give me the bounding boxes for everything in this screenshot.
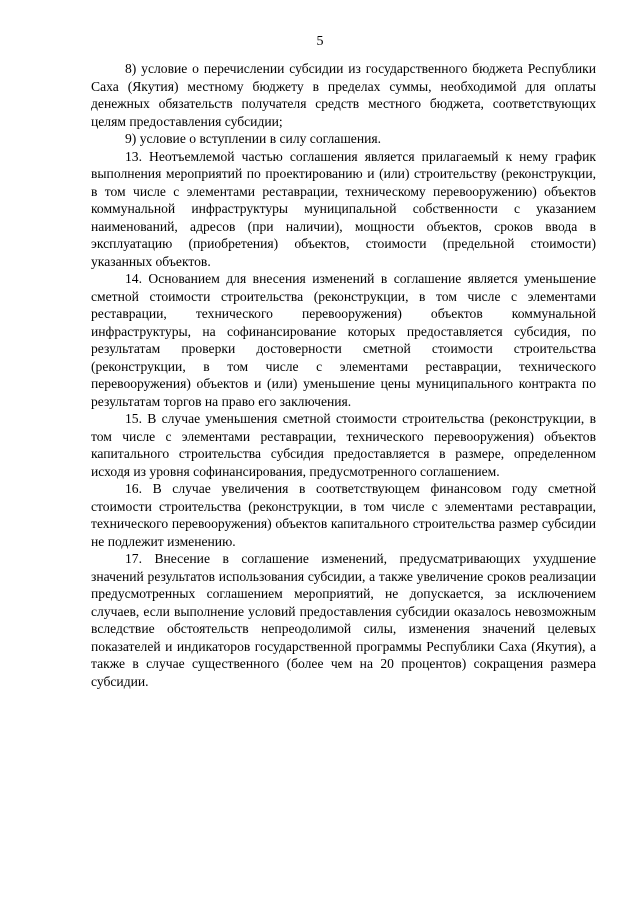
paragraph-item-9: 9) условие о вступлении в силу соглашения. xyxy=(125,131,382,146)
document-body xyxy=(91,60,596,690)
paragraph-item-8: 8) условие о перечислении субсидии из государственного бюджета Республики Саха (Якутия) местному бюджету в пределах суммы, необходимой для оплаты денежных обязательств получателя средств местного бюджета, соответствующих целям предоставления субсидии; xyxy=(91,61,596,129)
paragraph-clause-16: 16. В случае увеличения в соответствующем финансовом году сметной стоимости строительства (реконструкции, в том числе с элементами реставрации, технического перевооружения) объектов капитального строительства размер субсидии не подлежит изменению. xyxy=(91,481,596,549)
paragraph-clause-13: 13. Неотъемлемой частью соглашения является прилагаемый к нему график выполнения мероприятий по проектированию и (или) строительству (реконструкции, в том числе с элементами реставрации, техническому перевооружению) объектов коммунальной инфраструктуры муниципальной собственности с указанием наименований, адресов (при наличии), мощности объектов, сроков ввода в эксплуатацию (приобретения) объектов, стоимости (предельной стоимости) указанных объектов. xyxy=(91,148,596,269)
page-number: 5 xyxy=(316,34,324,49)
paragraph-clause-14: 14. Основанием для внесения изменений в соглашение является уменьшение сметной стоимости строительства (реконструкции, в том числе с элементами реставрации, технического перевооружения) объектов коммунальной инфраструктуры, на софинансирование которых предоставляется субсидия, по результатам проверки достоверности сметной стоимости строительства (реконструкции, в том числе с элементами реставрации, технического перевооружения) объектов и (или) уменьшение цены муниципального контракта по результатам торгов на право его заключения. xyxy=(91,271,596,409)
paragraph-clause-15: 15. В случае уменьшения сметной стоимости строительства (реконструкции, в том числе с элементами реставрации, технического перевооружения) объектов капитального строительства субсидия предоставляется в размере, определенном исходя из уровня софинансирования, предусмотренного соглашением. xyxy=(91,411,596,479)
paragraph-clause-17: 17. Внесение в соглашение изменений, предусматривающих ухудшение значений результатов использования субсидии, а также увеличение сроков реализации предусмотренных соглашением мероприятий, не допускается, за исключением случаев, если выполнение условий предоставления субсидии оказалось невозможным вследствие обстоятельств непреодолимой силы, изменения значений целевых показателей и индикаторов государственной программы Республики Саха (Якутия), а также в случае существенного (более чем на 20 процентов) сокращения размера субсидии. xyxy=(91,551,596,689)
